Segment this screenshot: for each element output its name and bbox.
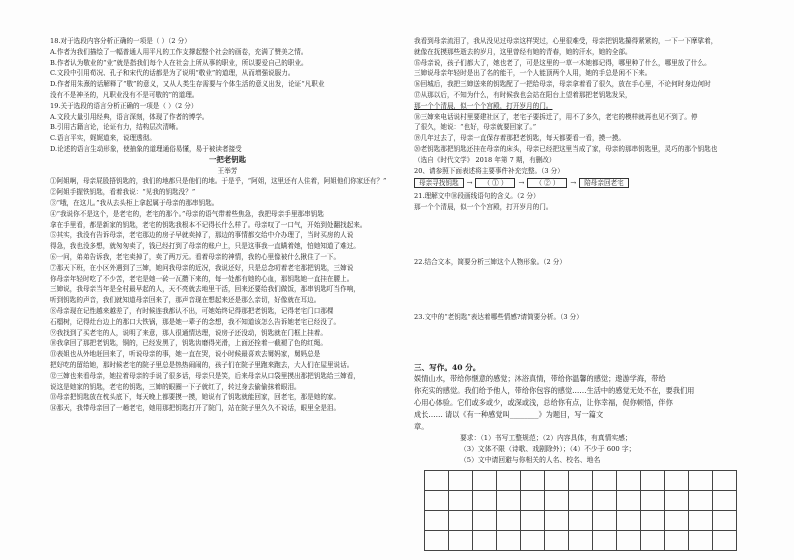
story-line: ②阿姐手握铁钥匙，看着我说：“见我的钥匙没？” xyxy=(50,188,196,197)
answer-space-22[interactable] xyxy=(414,268,786,312)
story-line: ③“哦，在这儿。”我从去头柜上拿起属于母亲的那串钥匙。 xyxy=(50,198,219,207)
grid-cell[interactable] xyxy=(713,511,737,531)
grid-cell[interactable] xyxy=(521,531,545,551)
question-line: A.作者为我们描绘了一幅普通人用平凡的工作支撑起整个社会的画卷，充满了赞美之情。 xyxy=(50,47,308,56)
story-line: 听到钥匙的声音，我们就知道母亲回来了，那声音现在想起来还是那么亲切，好像就在耳边。 xyxy=(50,296,321,305)
answer-space-23[interactable] xyxy=(414,323,786,359)
grid-row xyxy=(425,511,737,531)
story-line: ⑨我找到了买老宅的人，说明了来意，那人很通情达理，说房子还没动，钥匙就在门框上挂着。 xyxy=(50,328,327,337)
story-line: 就像在抚摸那些逝去的岁月，这里曾经有她的青春，她的汗水，她的全部。 xyxy=(414,47,632,56)
flow-slot-2[interactable]: （ ② ） xyxy=(527,178,567,188)
grid-cell[interactable] xyxy=(689,471,713,491)
grid-cell[interactable] xyxy=(473,491,497,511)
prompt-line: 娱情山水，带给你惬意的感觉；沐浴真情，带给你温馨的感觉；遨游学海，带给 xyxy=(414,374,666,384)
grid-row xyxy=(425,531,737,551)
question-line: C.文段中引用荀况、孔子和宋代的话都是为了说明“敬业”的道理，从而增强说服力。 xyxy=(50,69,295,78)
story-line: 拿在手里看，都是新家的钥匙，老宅的钥匙我根本不记得长什么样了。母亲叹了一口气，开始到处翻找起来。 xyxy=(50,220,367,229)
grid-cell[interactable] xyxy=(617,491,641,511)
grid-cell[interactable] xyxy=(689,491,713,511)
prompt-line: 成长…… 请以《有一种感觉叫________》为题目，写一篇文 xyxy=(414,410,604,420)
story-line: 我看到母亲流泪了，我从没见过母亲这样哭过，心里很难受，母亲把钥匙攥得紧紧的，一下一下摩挲着， xyxy=(414,37,718,45)
grid-cell[interactable] xyxy=(713,471,737,491)
question-line: 19.关于选段的语言分析正确的一项是（ ）（2 分） xyxy=(50,101,198,110)
prompt-line: 章。 xyxy=(414,422,429,432)
grid-cell[interactable] xyxy=(449,511,473,531)
question-line: D.论述的语言生动形象，使抽象的道理通俗易懂，易于被读者接受 xyxy=(50,144,242,153)
grid-cell[interactable] xyxy=(665,491,689,511)
story-line: 你母亲年轻时吃了不少苦，老宅是她一砖一瓦攒下来的，每一处都有她的心血，那钥匙她一直挂在腰上。 xyxy=(50,274,354,283)
grid-cell[interactable] xyxy=(569,511,593,531)
grid-cell[interactable] xyxy=(545,511,569,531)
writing-prompt xyxy=(414,373,786,433)
story-continued xyxy=(414,36,786,101)
story-line: 把好吃的留给她，那时候老宅的院子里总是热热闹闹的，孩子们在院子里跑来跑去，大人们在屋里说话。 xyxy=(50,360,354,369)
story-line: 三婶说，我母亲当年是全村最早起的人，天不亮就去地里干活，回来还要给我们做饭，那串钥匙叮当作响， xyxy=(50,285,360,294)
grid-cell[interactable] xyxy=(665,511,689,531)
story-line: 说这是她家的钥匙，老宅的钥匙，三婶的眼圈一下子就红了，转过身去偷偷抹着眼泪。 xyxy=(50,382,301,391)
grid-cell[interactable] xyxy=(449,491,473,511)
grid-cell[interactable] xyxy=(497,511,521,531)
question-line: B.作者认为敬业的“业”就是指我们每个人在社会上所从事的职业，所以要爱自己的职业。 xyxy=(50,58,308,67)
grid-cell[interactable] xyxy=(545,491,569,511)
story-line: ⑯回城后，我把三婶送来的钥匙配了一把给母亲，母亲拿着看了很久，放在手心里，不论何时身边何时 xyxy=(414,80,711,89)
flow-start-box: 母亲寻找钥匙 xyxy=(414,178,464,188)
right-column xyxy=(414,36,786,551)
story-line: 石榴树，记得灶台边上的那口大铁锅，那是她一辈子的念想，我不知道该怎么告诉她老宅已经没了。 xyxy=(50,317,341,326)
flow-slot-1[interactable]: （ ① ） xyxy=(475,178,515,188)
grid-cell[interactable] xyxy=(689,511,713,531)
grid-cell[interactable] xyxy=(617,531,641,551)
questions-18-19 xyxy=(50,36,405,155)
grid-cell[interactable] xyxy=(473,471,497,491)
question-line: C.语言平实，娓娓道来，说理透彻。 xyxy=(50,134,156,143)
grid-cell[interactable] xyxy=(593,511,617,531)
question-line: 没有不是神圣的，凡职业没有不是可敬的”的道理。 xyxy=(50,90,199,99)
writing-requirements xyxy=(414,433,786,466)
prompt-line: 心用心体验。它们或多或少，或深或浅，总给你有点，让你幸福，促你顿悟，伴你 xyxy=(414,398,673,408)
question-21-quote: 那一个个清晨，似一个个宫殿，打开岁月的门。 xyxy=(414,203,553,212)
arrow-icon: → xyxy=(570,178,577,187)
story-line: （选自《时代文学》 2018 年第 7 期，有删改） xyxy=(414,155,556,164)
writing-heading: 三、写作。40 分。 xyxy=(414,362,481,372)
grid-cell[interactable] xyxy=(473,531,497,551)
grid-cell[interactable] xyxy=(521,471,545,491)
grid-cell[interactable] xyxy=(497,471,521,491)
question-21: 21.理解文中⑩段画线语句的含义。（2 分） xyxy=(414,192,540,201)
composition-grid[interactable] xyxy=(424,470,737,551)
story-line: 得急，我也没多想，就匆匆卖了，钱已经打到了母亲的账户上，只是这事我一直瞒着她，怕她知道了难过。 xyxy=(50,242,360,251)
grid-cell[interactable] xyxy=(641,491,665,511)
story-line: ⑧母亲现在记性越来越差了，有时候连我都认不出，可她始终记得那把老钥匙，记得老宅门口那棵 xyxy=(50,306,334,315)
grid-cell[interactable] xyxy=(689,531,713,551)
arrow-icon: → xyxy=(466,178,473,187)
event-flow xyxy=(414,177,786,189)
grid-cell[interactable] xyxy=(425,511,449,531)
story-line: ⑭那天，我带母亲回了一趟老宅，她用那把钥匙打开了院门，站在院子里久久不说话，眼里全是泪。 xyxy=(50,404,341,413)
requirement-line: （3）文体不限（诗歌、戏剧除外）；（4）不少于 600 字； xyxy=(460,445,636,454)
grid-cell[interactable] xyxy=(665,531,689,551)
grid-cell[interactable] xyxy=(713,491,737,511)
grid-cell[interactable] xyxy=(521,491,545,511)
grid-cell[interactable] xyxy=(665,471,689,491)
grid-cell[interactable] xyxy=(425,491,449,511)
requirement-line: （5）文中请回避与你相关的人名、校名、地名 xyxy=(460,456,601,465)
story-line: 了很久，她说：“也好，母亲就要回家了。” xyxy=(414,123,537,132)
grid-cell[interactable] xyxy=(641,531,665,551)
story-title: 一把老钥匙 xyxy=(209,154,246,164)
story-line: ⑫三婶也来看母亲，她拉着母亲的手说了很多话，母亲只是笑，后来母亲从口袋里摸出那把钥匙给三婶看， xyxy=(50,371,360,380)
story-line: ⑩我拿回了那把老钥匙，铜的，已经发黑了，钥匙齿磨得光滑，上面还拴着一截褪了色的红绳。 xyxy=(50,339,327,348)
story-line: ⑮母亲说，孩子们都大了，她也老了，可是这里的一草一木她都记得，哪里种了什么，哪里放了什么。 xyxy=(414,58,711,67)
question-line: B.引用古籍言论，论证有力，结构层次清晰。 xyxy=(50,123,183,132)
story-author: 王举芳 xyxy=(217,166,238,175)
underlined-sentence: 那一个个清晨，似一个个宫殿，打开岁月的门。 xyxy=(414,101,553,110)
story-line: ①阿姐啊，母亲屁股捂钥匙的，我们的地都只是他们的地。于是乎，“阿姐，这里还有人住着，阿姐他们你家还有？” xyxy=(50,177,387,186)
grid-cell[interactable] xyxy=(641,511,665,531)
grid-cell[interactable] xyxy=(569,531,593,551)
question-22: 22.结合文本，简要分析三婶这个人物形象。（2 分） xyxy=(414,257,566,266)
requirement-line: 要求：（1）书写工整规范；（2）内容具体，有真情实感； xyxy=(460,434,632,443)
grid-cell[interactable] xyxy=(425,531,449,551)
grid-cell[interactable] xyxy=(569,491,593,511)
grid-cell[interactable] xyxy=(497,491,521,511)
left-column xyxy=(50,36,405,414)
question-line: 18.对于选段内容分析正确的一项是（ ）（2 分） xyxy=(50,37,191,45)
story-line: ⑬母亲把钥匙放在枕头底下，每天晚上都要摸一摸，她说有了钥匙就能回家，回老宅，那是她的家。 xyxy=(50,393,341,402)
story-line: ⑱三婶来电话说村里要建社区了，老宅子要拆迁了，用不了多久，老宅的模样就再也见不到了。停 xyxy=(414,112,698,121)
story-line: ⑰从那以后，不知为什么，有时候我也会站在阳台上望着那把老钥匙发呆， xyxy=(414,90,632,99)
story-line: ⑪表姐也从外地赶回来了，听说母亲的事，她一直在哭，说小时候最喜欢去舅妈家，舅妈总是 xyxy=(50,350,321,359)
question-23: 23.文中的“老钥匙”表达着哪些情感?请简要分析。（3 分） xyxy=(414,312,583,321)
grid-cell[interactable] xyxy=(497,531,521,551)
grid-cell[interactable] xyxy=(449,531,473,551)
story-line: ⑲几年过去了，母亲一直保存着那把老钥匙，每天都要看一看，摸一摸。 xyxy=(414,134,625,143)
arrow-icon: → xyxy=(518,178,525,187)
grid-cell[interactable] xyxy=(425,471,449,491)
question-line: D.作者用朱熹的话解释了“敬”的意义，又从人类生存需要与个体生活的意义出发，论证“凡职业 xyxy=(50,80,325,89)
story-text xyxy=(50,176,405,414)
grid-cell[interactable] xyxy=(593,471,617,491)
grid-cell[interactable] xyxy=(473,511,497,531)
question-line: A.文段大量引用经典，语言深刻，体现了作者的博学。 xyxy=(50,112,209,121)
grid-row xyxy=(425,491,737,511)
grid-cell[interactable] xyxy=(641,471,665,491)
grid-cell[interactable] xyxy=(617,471,641,491)
story-line: 三婶说母亲年轻时是出了名的能干，一个人能顶两个人用，她的手总是闲不下来。 xyxy=(414,69,652,78)
grid-cell[interactable] xyxy=(545,471,569,491)
grid-cell[interactable] xyxy=(449,471,473,491)
flow-end-box: 陪母亲回老宅 xyxy=(579,178,629,188)
story-ending xyxy=(414,112,786,166)
story-line: ⑤其实，我没有告诉母亲，老宅那边的房子早就卖掉了，那边的事情都交给中介办理了，当时买房的人说 xyxy=(50,231,354,240)
grid-cell[interactable] xyxy=(569,471,593,491)
story-line: ⑥一问，弟弟告诉我，老宅卖掉了，卖了两万元。看着母亲的神情，我的心里像被什么揪住了一下。 xyxy=(50,252,341,261)
grid-cell[interactable] xyxy=(593,491,617,511)
prompt-line: 你充实的感觉。我们给予他人，带给你包容的感觉……生活中的感觉无处不在，要我们用 xyxy=(414,386,695,396)
grid-row xyxy=(425,471,737,491)
question-20: 20、请参照下面表述将主要事件补充完整。（3 分） xyxy=(414,166,564,175)
grid-cell[interactable] xyxy=(713,531,737,551)
story-line: ④“我说你不是这个，是老宅的，老宅的那个。”母亲的语气带着些焦急，我把母亲手里那串钥匙 xyxy=(50,209,324,218)
story-line: ⑦那天下班，在小区外遇到了三婶，她问我母亲的近况，我说还好，只是总念叨着老宅那把钥匙，三婶说 xyxy=(50,263,354,272)
answer-space-21[interactable] xyxy=(414,213,786,257)
story-line: ⑳老钥匙那把钥匙还挂在母亲的床头，母亲已经把这里当成了家，母亲的那串钥匙里，灵巧的那个钥匙也 xyxy=(414,144,718,153)
grid-cell[interactable] xyxy=(545,531,569,551)
grid-cell[interactable] xyxy=(593,531,617,551)
grid-cell[interactable] xyxy=(521,511,545,531)
grid-cell[interactable] xyxy=(617,511,641,531)
